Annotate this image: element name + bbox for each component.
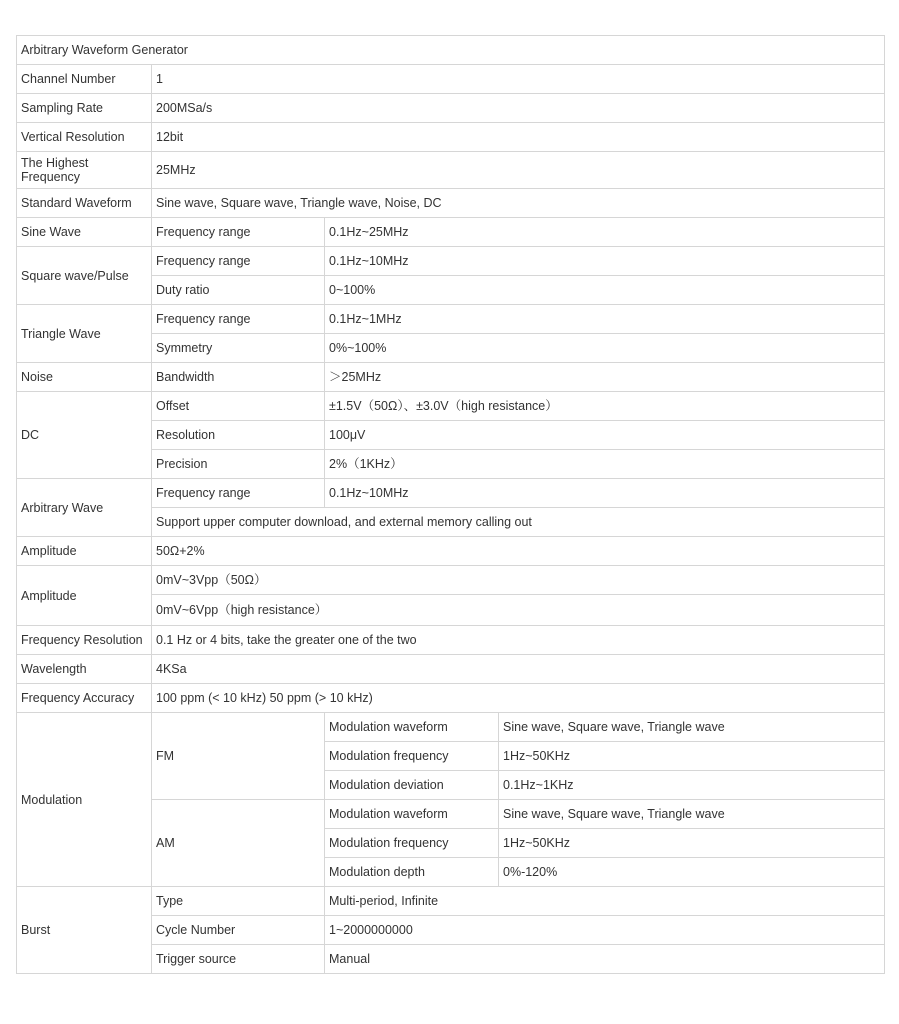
table-row xyxy=(17,65,885,94)
row-param: Precision xyxy=(152,450,325,479)
row-label: Sine Wave xyxy=(17,218,152,247)
row-value: 100 ppm (< 10 kHz) 50 ppm (> 10 kHz) xyxy=(152,684,885,713)
table-row xyxy=(17,626,885,655)
row-value: Sine wave, Square wave, Triangle wave xyxy=(499,713,885,742)
row-param: Bandwidth xyxy=(152,363,325,392)
row-param: Cycle Number xyxy=(152,916,325,945)
table-row xyxy=(17,123,885,152)
table-row xyxy=(17,566,885,595)
row-param: Frequency range xyxy=(152,247,325,276)
row-value: 1 xyxy=(152,65,885,94)
row-value: 0~100% xyxy=(325,276,885,305)
row-param: Modulation depth xyxy=(325,858,499,887)
row-value: 0.1 Hz or 4 bits, take the greater one of the two xyxy=(152,626,885,655)
row-value: 1Hz~50KHz xyxy=(499,829,885,858)
table-row xyxy=(17,713,885,742)
row-value: 12bit xyxy=(152,123,885,152)
row-label: Channel Number xyxy=(17,65,152,94)
table-title: Arbitrary Waveform Generator xyxy=(17,36,885,65)
row-label: Frequency Accuracy xyxy=(17,684,152,713)
row-label: Triangle Wave xyxy=(17,305,152,363)
row-value: 4KSa xyxy=(152,655,885,684)
row-param: Offset xyxy=(152,392,325,421)
table-row xyxy=(17,247,885,276)
table-row xyxy=(17,655,885,684)
row-value: 0.1Hz~10MHz xyxy=(325,247,885,276)
row-label: The Highest Frequency xyxy=(17,152,152,189)
row-label: Sampling Rate xyxy=(17,94,152,123)
table-row xyxy=(17,305,885,334)
spec-table xyxy=(16,35,885,974)
row-value: 25MHz xyxy=(152,152,885,189)
table-row xyxy=(17,887,885,916)
row-value: Multi-period, Infinite xyxy=(325,887,885,916)
row-param: Trigger source xyxy=(152,945,325,974)
row-label: Frequency Resolution xyxy=(17,626,152,655)
table-row xyxy=(17,36,885,65)
row-param: Type xyxy=(152,887,325,916)
table-row xyxy=(17,189,885,218)
row-value: ±1.5V（50Ω）、±3.0V（high resistance） xyxy=(325,392,885,421)
row-param: Frequency range xyxy=(152,305,325,334)
row-label: Modulation xyxy=(17,713,152,887)
row-value: 200MSa/s xyxy=(152,94,885,123)
row-value: 0%-120% xyxy=(499,858,885,887)
row-value: 0.1Hz~1MHz xyxy=(325,305,885,334)
row-param: Frequency range xyxy=(152,218,325,247)
row-label: DC xyxy=(17,392,152,479)
row-value: Sine wave, Square wave, Triangle wave, Noise, DC xyxy=(152,189,885,218)
table-row xyxy=(17,218,885,247)
table-row xyxy=(17,152,885,189)
table-row xyxy=(17,479,885,508)
row-label: Noise xyxy=(17,363,152,392)
row-param: Modulation frequency xyxy=(325,829,499,858)
row-value: 1Hz~50KHz xyxy=(499,742,885,771)
row-value: Sine wave, Square wave, Triangle wave xyxy=(499,800,885,829)
row-label: Standard Waveform xyxy=(17,189,152,218)
row-value: Manual xyxy=(325,945,885,974)
modulation-type: FM xyxy=(152,713,325,800)
modulation-type: AM xyxy=(152,800,325,887)
table-row xyxy=(17,684,885,713)
row-param: Modulation frequency xyxy=(325,742,499,771)
row-value: 0.1Hz~10MHz xyxy=(325,479,885,508)
row-label: Arbitrary Wave xyxy=(17,479,152,537)
row-param: Frequency range xyxy=(152,479,325,508)
row-param: Modulation deviation xyxy=(325,771,499,800)
row-label: Amplitude xyxy=(17,537,152,566)
row-label: Wavelength xyxy=(17,655,152,684)
row-note: Support upper computer download, and external memory calling out xyxy=(152,508,885,537)
row-value: 0.1Hz~1KHz xyxy=(499,771,885,800)
row-param: Symmetry xyxy=(152,334,325,363)
row-label: Burst xyxy=(17,887,152,974)
row-value: ＞25MHz xyxy=(325,363,885,392)
row-value: 0.1Hz~25MHz xyxy=(325,218,885,247)
row-label: Vertical Resolution xyxy=(17,123,152,152)
table-row xyxy=(17,94,885,123)
table-row xyxy=(17,537,885,566)
row-value: 0mV~6Vpp（high resistance） xyxy=(152,595,885,626)
row-param: Resolution xyxy=(152,421,325,450)
row-value: 50Ω+2% xyxy=(152,537,885,566)
row-param: Modulation waveform xyxy=(325,713,499,742)
row-value: 0%~100% xyxy=(325,334,885,363)
table-row xyxy=(17,363,885,392)
row-param: Modulation waveform xyxy=(325,800,499,829)
row-label: Square wave/Pulse xyxy=(17,247,152,305)
table-row xyxy=(17,392,885,421)
row-value: 0mV~3Vpp（50Ω） xyxy=(152,566,885,595)
row-value: 1~2000000000 xyxy=(325,916,885,945)
row-label: Amplitude xyxy=(17,566,152,626)
row-value: 2%（1KHz） xyxy=(325,450,885,479)
row-param: Duty ratio xyxy=(152,276,325,305)
row-value: 100μV xyxy=(325,421,885,450)
